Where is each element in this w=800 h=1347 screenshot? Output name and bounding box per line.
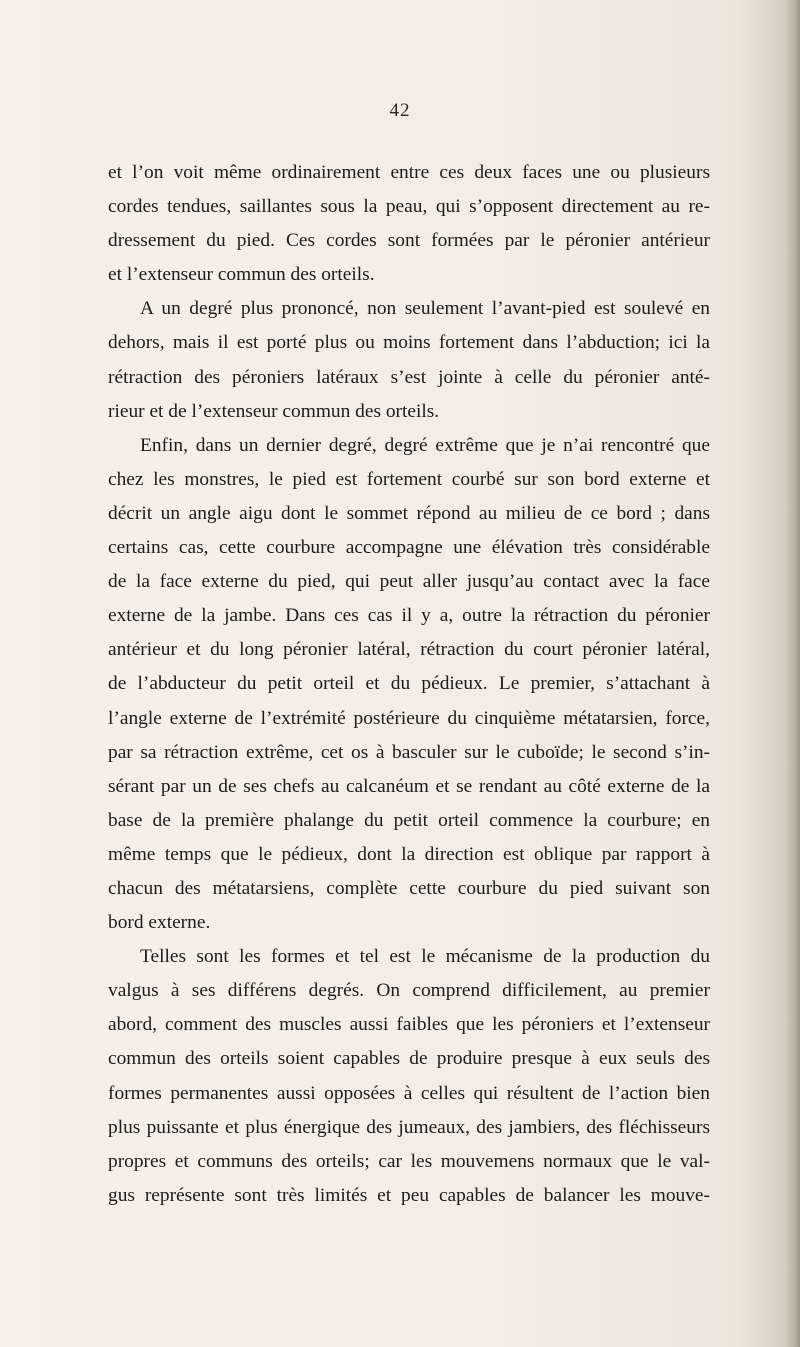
text-line: dressement du pied. Ces cordes sont formées par le péronier antérieur [108,230,710,252]
text-line: abord, comment des muscles aussi faibles que les péroniers et l’extenseur [108,1014,710,1036]
text-line: chacun des métatarsiens, complète cette courbure du pied suivant son [108,877,710,899]
paragraph-2 [108,292,710,428]
text-line: rieur et de l’extenseur commun des orteils. [108,400,440,422]
text-line: chez les monstres, le pied est fortement courbé sur son bord externe et [108,468,710,490]
text-line: sérant par un de ses chefs au calcanéum et se rendant au côté externe de la [108,775,710,797]
text-line: et l’on voit même ordinairement entre ces deux faces une ou plusieurs [108,162,710,183]
text-line: propres et communs des orteils; car les mouvemens normaux que le val- [108,1150,710,1172]
text-line: de la face externe du pied, qui peut aller jusqu’au contact avec la face [108,571,710,593]
text-line: même temps que le pédieux, dont la direction est oblique par rapport à [108,843,710,865]
page-number: 42 [389,100,411,121]
text-line: certains cas, cette courbure accompagne une élévation très considérable [108,537,710,559]
text-line: dehors, mais il est porté plus ou moins fortement dans l’abduction; ici la [108,332,710,354]
text-line: et l’extenseur commun des orteils. [108,264,375,286]
text-line: base de la première phalange du petit orteil commence la courbure; en [108,809,710,831]
text-line: décrit un angle aigu dont le sommet répond au milieu de ce bord ; dans [108,502,710,524]
text-line: antérieur et du long péronier latéral, rétraction du court péronier latéral, [108,639,710,661]
text-line: A un degré plus prononcé, non seulement l’avant-pied est soulevé en [140,298,710,320]
text-line: valgus à ses différens degrés. On comprend difficilement, au premier [108,980,710,1002]
text-line: plus puissante et plus énergique des jumeaux, des jambiers, des fléchisseurs [108,1116,710,1138]
text-line: cordes tendues, saillantes sous la peau, qui s’opposent directement au re- [108,196,710,218]
text-line: rétraction des péroniers latéraux s’est jointe à celle du péronier anté- [108,366,710,388]
paragraph-1 [108,156,710,292]
text-line: Telles sont les formes et tel est le mécanisme de la production du [140,946,710,968]
text-line: par sa rétraction extrême, cet os à basculer sur le cuboïde; le second s’in- [108,741,710,763]
paragraph-3 [108,429,710,940]
text-line: l’angle externe de l’extrémité postérieure du cinquième métatarsien, force, [108,707,710,729]
paragraph-4 [108,940,710,1213]
text-line: formes permanentes aussi opposées à celles qui résultent de l’action bien [108,1082,710,1104]
page-edge-shadow [786,0,800,1347]
text-line: bord externe. [108,912,211,934]
body-text [108,156,710,1213]
text-line: Enfin, dans un dernier degré, degré extrême que je n’ai rencontré que [140,434,710,456]
text-line: gus représente sont très limités et peu capables de balancer les mouve- [108,1184,710,1206]
text-line: externe de la jambe. Dans ces cas il y a, outre la rétraction du péronier [108,605,710,627]
text-line: de l’abducteur du petit orteil et du pédieux. Le premier, s’attachant à [108,673,710,695]
text-line: commun des orteils soient capables de produire presque à eux seuls des [108,1048,710,1070]
